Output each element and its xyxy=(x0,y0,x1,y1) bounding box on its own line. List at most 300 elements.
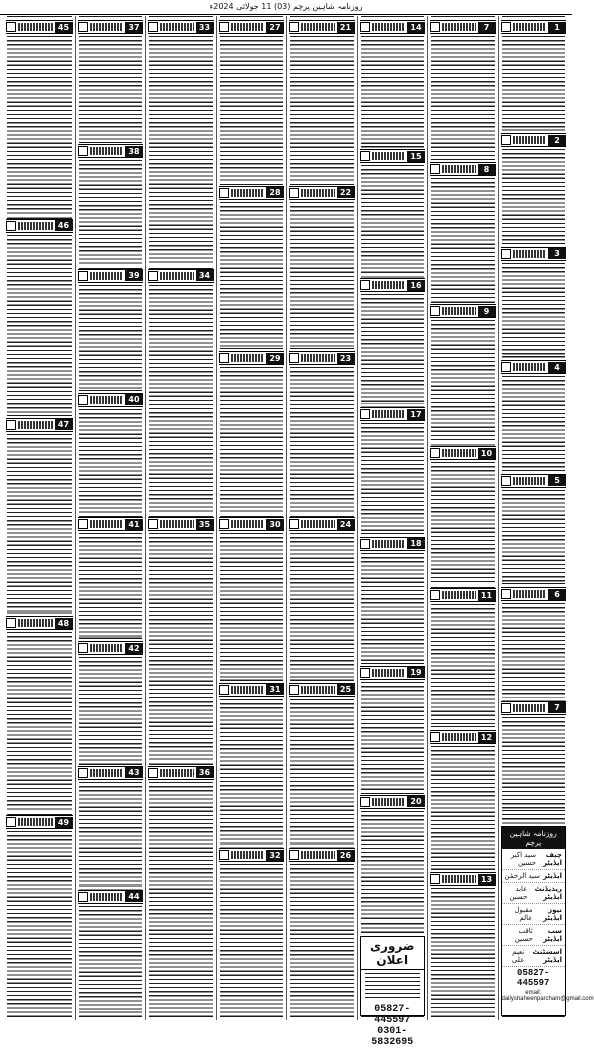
notice-header xyxy=(501,361,567,374)
notice-text xyxy=(220,864,284,1010)
checkbox-icon xyxy=(289,188,299,198)
notice-header xyxy=(219,352,285,365)
notice-item xyxy=(289,20,355,180)
notice-text xyxy=(79,285,143,389)
notice-header xyxy=(6,617,73,630)
staff-role: اسسٹنٹ ایڈیٹر xyxy=(532,948,562,964)
checkbox-icon xyxy=(219,850,229,860)
classified-page xyxy=(4,16,594,1048)
header-pattern xyxy=(372,410,406,418)
notice-header xyxy=(289,518,355,531)
header-pattern xyxy=(90,769,124,777)
notice-number: 16 xyxy=(407,280,425,291)
notice-header xyxy=(430,305,496,318)
staff-box-title: روزنامہ شاہین پرچم xyxy=(502,827,566,849)
header-pattern xyxy=(301,23,335,31)
notice-number: 45 xyxy=(55,22,73,33)
header-pattern xyxy=(442,449,476,457)
header-pattern xyxy=(372,798,406,806)
notice-item xyxy=(360,537,426,660)
notice-text xyxy=(220,202,284,348)
notice-text xyxy=(431,746,495,868)
notice-text xyxy=(220,36,284,182)
notice-number: 9 xyxy=(478,306,496,317)
checkbox-icon xyxy=(219,188,229,198)
notice-item xyxy=(6,815,73,1008)
notice-number: 8 xyxy=(478,164,496,175)
checkbox-icon xyxy=(360,797,370,807)
notice-item xyxy=(430,872,496,1008)
notice-number: 13 xyxy=(478,874,496,885)
checkbox-icon xyxy=(501,135,511,145)
notice-header xyxy=(501,134,567,147)
header-pattern xyxy=(231,520,265,528)
notice-number: 12 xyxy=(478,732,496,743)
staff-row xyxy=(502,925,566,946)
header-pattern xyxy=(18,619,53,627)
notice-header xyxy=(501,248,567,261)
notice-item xyxy=(219,351,285,511)
notice-number: 20 xyxy=(407,796,425,807)
checkbox-icon xyxy=(501,589,511,599)
notice-header xyxy=(430,873,496,886)
notice-header xyxy=(78,145,144,158)
notice-header xyxy=(78,518,144,531)
checkbox-icon xyxy=(430,590,440,600)
checkbox-icon xyxy=(289,353,299,363)
notice-header xyxy=(6,816,73,829)
staff-role: ریذیڈنٹ ایڈیٹر xyxy=(534,885,562,901)
notice-header xyxy=(6,21,73,34)
header-pattern xyxy=(160,272,194,280)
notice-header xyxy=(148,767,214,780)
header-pattern xyxy=(372,669,406,677)
header-pattern xyxy=(372,540,406,548)
notice-header xyxy=(78,21,144,34)
checkbox-icon xyxy=(360,280,370,290)
notice-number: 42 xyxy=(125,643,143,654)
checkbox-icon xyxy=(219,22,229,32)
checkbox-icon xyxy=(360,668,370,678)
notice-number: 25 xyxy=(337,684,355,695)
notice-header xyxy=(78,394,144,407)
checkbox-icon xyxy=(6,817,16,827)
staff-name: نعیم علی xyxy=(511,948,525,964)
header-pattern xyxy=(231,686,265,694)
notice-body xyxy=(365,973,421,1001)
header-pattern xyxy=(301,851,335,859)
header-pattern xyxy=(442,733,476,741)
header-pattern xyxy=(513,363,547,371)
notice-number: 33 xyxy=(196,22,214,33)
checkbox-icon xyxy=(501,249,511,259)
checkbox-icon xyxy=(6,618,16,628)
notice-text xyxy=(79,409,143,513)
header-pattern xyxy=(231,851,265,859)
notice-header xyxy=(289,352,355,365)
checkbox-icon xyxy=(78,22,88,32)
notice-text xyxy=(431,320,495,442)
notice-item xyxy=(78,393,144,511)
notice-text xyxy=(502,490,566,583)
notice-number: 2 xyxy=(548,135,566,146)
header-pattern xyxy=(18,818,53,826)
staff-row xyxy=(502,870,566,883)
notice-number: 17 xyxy=(407,409,425,420)
notice-header xyxy=(501,702,567,715)
notice-header xyxy=(289,187,355,200)
notice-text xyxy=(502,36,566,129)
notice-item xyxy=(6,616,73,809)
checkbox-icon xyxy=(430,164,440,174)
checkbox-icon xyxy=(289,850,299,860)
checkbox-icon xyxy=(78,395,88,405)
notice-item xyxy=(430,446,496,582)
header-pattern xyxy=(160,520,194,528)
notice-text xyxy=(431,36,495,158)
notice-text xyxy=(79,160,143,264)
notice-item xyxy=(430,162,496,298)
header-pattern xyxy=(513,590,547,598)
notice-header xyxy=(430,21,496,34)
notice-text xyxy=(149,285,213,514)
header-pattern xyxy=(442,165,476,173)
header-pattern xyxy=(18,23,53,31)
header-pattern xyxy=(90,520,124,528)
checkbox-icon xyxy=(360,151,370,161)
column-4 xyxy=(286,16,357,1020)
staff-name: مقبول عالم xyxy=(514,906,533,922)
checkbox-icon xyxy=(430,306,440,316)
column-7 xyxy=(75,16,146,1020)
notice-item xyxy=(289,517,355,677)
notice-item xyxy=(501,701,567,808)
notice-text xyxy=(290,202,354,348)
header-pattern xyxy=(372,152,406,160)
checkbox-icon xyxy=(430,874,440,884)
notice-number: 32 xyxy=(266,850,284,861)
header-pattern xyxy=(90,893,124,901)
header-pattern xyxy=(18,222,53,230)
notice-number: 24 xyxy=(337,519,355,530)
notice-item xyxy=(78,766,144,884)
header-pattern xyxy=(442,23,476,31)
notice-header xyxy=(360,21,426,34)
notice-number: 27 xyxy=(266,22,284,33)
notice-number: 43 xyxy=(125,767,143,778)
notice-header xyxy=(360,408,426,421)
notice-item xyxy=(430,588,496,724)
notice-item xyxy=(360,20,426,143)
notice-number: 39 xyxy=(125,270,143,281)
notice-item xyxy=(6,20,73,213)
header-pattern xyxy=(301,189,335,197)
notice-header xyxy=(78,767,144,780)
notice-number: 46 xyxy=(55,220,73,231)
notice-header xyxy=(148,518,214,531)
column-1 xyxy=(498,16,594,1020)
header-pattern xyxy=(90,272,124,280)
notice-header xyxy=(78,270,144,283)
notice-header xyxy=(430,163,496,176)
notice-text xyxy=(290,367,354,513)
notice-item xyxy=(78,20,144,138)
notice-title: ضروری اعلان xyxy=(361,937,425,970)
notice-text xyxy=(7,36,72,215)
notice-item xyxy=(219,20,285,180)
notice-number: 1 xyxy=(548,22,566,33)
notice-item xyxy=(501,247,567,354)
notice-item xyxy=(219,186,285,346)
staff-name: سید اکبر حسین xyxy=(510,851,536,867)
notice-item xyxy=(289,848,355,1008)
header-pattern xyxy=(231,354,265,362)
notice-header xyxy=(430,589,496,602)
checkbox-icon xyxy=(501,476,511,486)
notice-number: 31 xyxy=(266,684,284,695)
notice-number: 40 xyxy=(125,394,143,405)
notice-phone-1: 05827-445597 xyxy=(374,1004,411,1026)
staff-role: ایڈیٹر xyxy=(543,872,562,880)
notice-item xyxy=(360,278,426,401)
notice-header xyxy=(78,642,144,655)
notice-number: 28 xyxy=(266,187,284,198)
notice-text xyxy=(431,462,495,584)
notice-text xyxy=(7,831,72,1010)
notice-header xyxy=(360,150,426,163)
checkbox-icon xyxy=(148,22,158,32)
notice-text xyxy=(7,434,72,613)
notice-header xyxy=(219,518,285,531)
staff-name: ثاقب حسین xyxy=(514,927,533,943)
notice-text xyxy=(361,553,425,662)
notice-text xyxy=(290,864,354,1010)
notice-header xyxy=(360,538,426,551)
checkbox-icon xyxy=(360,409,370,419)
checkbox-icon xyxy=(219,685,229,695)
notice-text xyxy=(149,782,213,1011)
notice-text xyxy=(361,294,425,403)
header-pattern xyxy=(160,23,194,31)
notice-text xyxy=(7,235,72,414)
notice-text xyxy=(361,423,425,532)
checkbox-icon xyxy=(289,22,299,32)
notice-number: 21 xyxy=(337,22,355,33)
notice-text xyxy=(79,782,143,886)
checkbox-icon xyxy=(289,519,299,529)
notice-number: 35 xyxy=(196,519,214,530)
notice-number: 34 xyxy=(196,270,214,281)
checkbox-icon xyxy=(78,768,88,778)
column-6 xyxy=(145,16,216,1020)
checkbox-icon xyxy=(219,353,229,363)
notice-item xyxy=(148,269,214,512)
notice-number: 41 xyxy=(125,519,143,530)
notice-number: 47 xyxy=(55,419,73,430)
notice-number: 14 xyxy=(407,22,425,33)
notice-item xyxy=(78,641,144,759)
checkbox-icon xyxy=(219,519,229,529)
notice-number: 38 xyxy=(125,146,143,157)
notice-header xyxy=(430,447,496,460)
notice-number: 7 xyxy=(548,702,566,713)
notice-header xyxy=(501,21,567,34)
notice-text xyxy=(502,717,566,810)
staff-role: چیف ایڈیٹر xyxy=(543,851,562,867)
notice-number: 44 xyxy=(125,891,143,902)
header-pattern xyxy=(90,23,124,31)
notice-number: 3 xyxy=(548,248,566,259)
notice-item xyxy=(78,890,144,1008)
notice-number: 26 xyxy=(337,850,355,861)
notice-item xyxy=(219,683,285,843)
notice-text xyxy=(220,699,284,845)
checkbox-icon xyxy=(430,448,440,458)
notice-header xyxy=(289,21,355,34)
notice-item xyxy=(360,407,426,530)
checkbox-icon xyxy=(6,420,16,430)
checkbox-icon xyxy=(148,271,158,281)
header-pattern xyxy=(372,23,406,31)
notice-header xyxy=(6,220,73,233)
notice-number: 19 xyxy=(407,667,425,678)
notice-item xyxy=(501,360,567,467)
checkbox-icon xyxy=(148,519,158,529)
header-pattern xyxy=(18,421,53,429)
staff-row xyxy=(502,883,566,904)
notice-item xyxy=(289,351,355,511)
checkbox-icon xyxy=(148,768,158,778)
notice-header xyxy=(148,21,214,34)
checkbox-icon xyxy=(430,732,440,742)
notice-text xyxy=(361,682,425,791)
notice-number: 6 xyxy=(548,589,566,600)
notice-number: 4 xyxy=(548,362,566,373)
header-pattern xyxy=(442,307,476,315)
notice-header xyxy=(360,279,426,292)
header-pattern xyxy=(301,520,335,528)
notice-item xyxy=(360,149,426,272)
notice-text xyxy=(502,376,566,469)
notice-number: 23 xyxy=(337,353,355,364)
header-pattern xyxy=(90,644,124,652)
notice-item xyxy=(360,666,426,789)
checkbox-icon xyxy=(501,22,511,32)
header-pattern xyxy=(442,875,476,883)
notice-header xyxy=(6,419,73,432)
notice-item xyxy=(501,587,567,694)
notice-item xyxy=(78,144,144,262)
notice-header xyxy=(219,21,285,34)
checkbox-icon xyxy=(360,539,370,549)
staff-name: سید الرحمٰن xyxy=(504,872,541,880)
masthead: روزنامہ شاہین پرچم (03) 11 جولائی 2024ء xyxy=(0,0,572,15)
notice-text xyxy=(149,533,213,762)
checkbox-icon xyxy=(78,643,88,653)
notice-number: 22 xyxy=(337,187,355,198)
header-pattern xyxy=(442,591,476,599)
notice-text xyxy=(502,149,566,242)
column-8 xyxy=(4,16,75,1020)
checkbox-icon xyxy=(6,22,16,32)
notice-number: 36 xyxy=(196,767,214,778)
notice-item xyxy=(430,730,496,866)
notice-item xyxy=(6,219,73,412)
header-pattern xyxy=(372,281,406,289)
notice-text xyxy=(290,699,354,845)
checkbox-icon xyxy=(78,519,88,529)
notice-phone-2: 0301-5832695 xyxy=(371,1026,414,1048)
header-pattern xyxy=(513,477,547,485)
notice-item xyxy=(501,20,567,127)
notice-text xyxy=(361,36,425,145)
notice-number: 10 xyxy=(478,448,496,459)
notice-text xyxy=(502,603,566,696)
notice-text xyxy=(220,367,284,513)
notice-number: 30 xyxy=(266,519,284,530)
notice-text xyxy=(7,632,72,811)
staff-role: سب ایڈیٹر xyxy=(543,927,562,943)
header-pattern xyxy=(301,354,335,362)
notice-header xyxy=(360,667,426,680)
notice-number: 29 xyxy=(266,353,284,364)
checkbox-icon xyxy=(289,685,299,695)
notice-number: 48 xyxy=(55,618,73,629)
notice-number: 15 xyxy=(407,151,425,162)
notice-number: 37 xyxy=(125,22,143,33)
notice-item xyxy=(430,20,496,156)
header-pattern xyxy=(513,23,547,31)
notice-number: 49 xyxy=(55,817,73,828)
notice-item xyxy=(501,474,567,581)
contact-phone: 05827-445597 xyxy=(517,968,550,988)
notice-header xyxy=(501,475,567,488)
notice-text xyxy=(79,657,143,761)
checkbox-icon xyxy=(430,22,440,32)
notice-item xyxy=(501,133,567,240)
contact-email: email: dailyshaheenparcham@gmail.com xyxy=(501,990,594,1002)
notice-number: 5 xyxy=(548,475,566,486)
notice-header xyxy=(148,270,214,283)
notice-number: 7 xyxy=(478,22,496,33)
notice-text xyxy=(290,36,354,182)
notice-text xyxy=(290,533,354,679)
notice-header xyxy=(289,684,355,697)
notice-item xyxy=(78,517,144,635)
important-notice xyxy=(360,936,426,1048)
notice-item xyxy=(430,304,496,440)
header-pattern xyxy=(513,136,547,144)
checkbox-icon xyxy=(501,362,511,372)
header-pattern xyxy=(513,250,547,258)
header-pattern xyxy=(513,704,547,712)
header-pattern xyxy=(90,147,124,155)
notice-header xyxy=(501,588,567,601)
header-pattern xyxy=(90,396,124,404)
header-pattern xyxy=(301,686,335,694)
notice-item xyxy=(219,517,285,677)
notice-item xyxy=(360,795,426,918)
checkbox-icon xyxy=(360,22,370,32)
notice-text xyxy=(431,604,495,726)
notice-header xyxy=(219,187,285,200)
header-pattern xyxy=(160,769,194,777)
notice-text xyxy=(361,165,425,274)
checkbox-icon xyxy=(78,271,88,281)
notice-item xyxy=(148,517,214,760)
notice-number: 11 xyxy=(478,590,496,601)
notice-header xyxy=(360,796,426,809)
